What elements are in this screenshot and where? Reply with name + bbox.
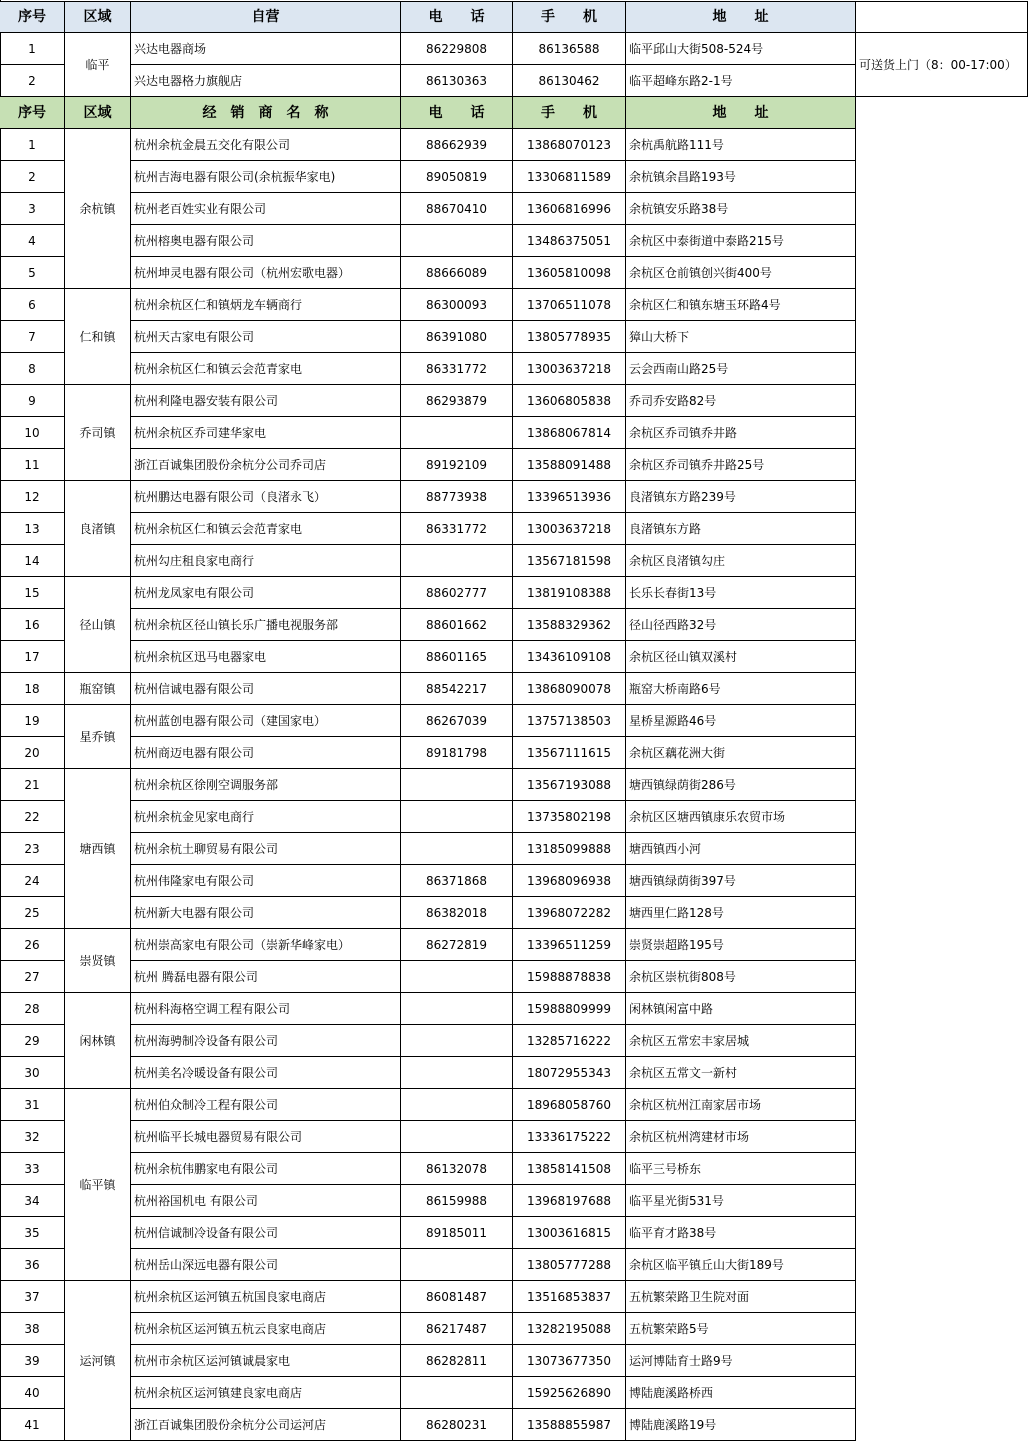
dealer-row-phone: 86371868: [401, 865, 513, 897]
self-row-mobile: 86136588: [513, 33, 626, 65]
dealer-row-name: 杭州海骋制冷设备有限公司: [131, 1025, 401, 1057]
dealer-row-address: 余杭区径山镇双溪村: [626, 641, 856, 673]
dealer-row-phone: [401, 1057, 513, 1089]
dealer-row-mobile: 13285716222: [513, 1025, 626, 1057]
dealer-region: 崇贤镇: [65, 929, 131, 993]
dealer-region: 塘西镇: [65, 769, 131, 929]
dealer-row-mobile: 13306811589: [513, 161, 626, 193]
dealer-row-address: 余杭镇余昌路193号: [626, 161, 856, 193]
dealer-row-name: 杭州鹏达电器有限公司（良渚永飞）: [131, 481, 401, 513]
dealer-row-mobile: 13436109108: [513, 641, 626, 673]
dealer-row-no: 7: [0, 321, 65, 353]
dealer-row-no: 6: [0, 289, 65, 321]
dealer-row-phone: [401, 801, 513, 833]
dealer-row-name: 杭州崇高家电有限公司（崇新华峰家电）: [131, 929, 401, 961]
dealer-row-address: 余杭禹航路111号: [626, 129, 856, 161]
dealer-row-name: 杭州天古家电有限公司: [131, 321, 401, 353]
dealer-row-phone: [401, 545, 513, 577]
dealer-row-no: 17: [0, 641, 65, 673]
dealer-row-mobile: 13968096938: [513, 865, 626, 897]
dealer-header-2: 区域: [65, 97, 131, 129]
self-row-no: 2: [0, 65, 65, 97]
dealer-row-name: 杭州余杭区仁和镇炳龙车辆商行: [131, 289, 401, 321]
dealer-row-address: 星桥星源路46号: [626, 705, 856, 737]
dealer-row-phone: [401, 417, 513, 449]
dealer-row-mobile: 13282195088: [513, 1313, 626, 1345]
dealer-row-no: 26: [0, 929, 65, 961]
dealer-header-3: 经 销 商 名 称: [131, 97, 401, 129]
dealer-row-address: 博陆鹿溪路19号: [626, 1409, 856, 1441]
dealer-row-name: 浙江百诚集团股份余杭分公司运河店: [131, 1409, 401, 1441]
self-header-1: 序号: [0, 1, 65, 33]
dealer-row-address: 獐山大桥下: [626, 321, 856, 353]
dealer-row-no: 2: [0, 161, 65, 193]
dealer-row-no: 8: [0, 353, 65, 385]
dealer-row-phone: 86272819: [401, 929, 513, 961]
dealer-row-mobile: 13805777288: [513, 1249, 626, 1281]
dealer-row-address: 径山径西路32号: [626, 609, 856, 641]
dealer-row-address: 余杭区杭州江南家居市场: [626, 1089, 856, 1121]
dealer-row-address: 余杭区乔司镇乔井路25号: [626, 449, 856, 481]
dealer-row-no: 15: [0, 577, 65, 609]
dealer-row-address: 临平三号桥东: [626, 1153, 856, 1185]
delivery-note: 可送货上门（8：00-17:00）: [856, 33, 1028, 97]
dealer-row-name: 杭州伯众制冷工程有限公司: [131, 1089, 401, 1121]
dealer-row-address: 瓶窑大桥南路6号: [626, 673, 856, 705]
dealer-row-no: 34: [0, 1185, 65, 1217]
dealer-row-mobile: 13486375051: [513, 225, 626, 257]
dealer-row-mobile: 13003616815: [513, 1217, 626, 1249]
dealer-row-address: 良渚镇东方路: [626, 513, 856, 545]
dealer-row-no: 32: [0, 1121, 65, 1153]
dealer-row-phone: [401, 1249, 513, 1281]
dealer-row-no: 19: [0, 705, 65, 737]
dealer-region: 良渚镇: [65, 481, 131, 577]
dealer-row-phone: 86282811: [401, 1345, 513, 1377]
self-row-phone: 86130363: [401, 65, 513, 97]
dealer-row-no: 39: [0, 1345, 65, 1377]
dealer-row-mobile: 13606816996: [513, 193, 626, 225]
dealer-row-name: 杭州余杭区运河镇建良家电商店: [131, 1377, 401, 1409]
dealer-row-phone: 88601165: [401, 641, 513, 673]
dealer-row-mobile: 13185099888: [513, 833, 626, 865]
dealer-row-no: 12: [0, 481, 65, 513]
dealer-row-phone: 86293879: [401, 385, 513, 417]
dealer-region: 星乔镇: [65, 705, 131, 769]
dealer-row-no: 16: [0, 609, 65, 641]
dealer-row-no: 30: [0, 1057, 65, 1089]
dealer-row-address: 长乐长春街13号: [626, 577, 856, 609]
dealer-row-phone: [401, 961, 513, 993]
dealer-row-no: 33: [0, 1153, 65, 1185]
dealer-row-phone: 88662939: [401, 129, 513, 161]
dealer-row-address: 运河博陆育士路9号: [626, 1345, 856, 1377]
dealer-row-name: 杭州科海格空调工程有限公司: [131, 993, 401, 1025]
dealer-header-4: 电 话: [401, 97, 513, 129]
dealer-row-name: 杭州伟隆家电有限公司: [131, 865, 401, 897]
dealer-row-name: 杭州老百姓实业有限公司: [131, 193, 401, 225]
dealer-row-no: 5: [0, 257, 65, 289]
dealer-row-address: 余杭区乔司镇乔井路: [626, 417, 856, 449]
dealer-row-address: 塘西里仁路128号: [626, 897, 856, 929]
dealer-row-mobile: 13868067814: [513, 417, 626, 449]
dealer-row-address: 闲林镇闲富中路: [626, 993, 856, 1025]
dealer-row-phone: 88602777: [401, 577, 513, 609]
self-row-address: 临平邱山大街508-524号: [626, 33, 856, 65]
dealer-row-no: 25: [0, 897, 65, 929]
dealer-row-phone: 89192109: [401, 449, 513, 481]
dealer-row-phone: [401, 1377, 513, 1409]
self-row-phone: 86229808: [401, 33, 513, 65]
dealer-row-name: 杭州余杭土聊贸易有限公司: [131, 833, 401, 865]
dealer-row-mobile: 13805778935: [513, 321, 626, 353]
dealer-row-phone: [401, 225, 513, 257]
dealer-row-phone: 86159988: [401, 1185, 513, 1217]
dealer-row-address: 余杭区五常文一新村: [626, 1057, 856, 1089]
dealer-row-name: 杭州余杭金晨五交化有限公司: [131, 129, 401, 161]
dealer-row-mobile: 13605810098: [513, 257, 626, 289]
dealer-header-6: 地 址: [626, 97, 856, 129]
dealer-header-5: 手 机: [513, 97, 626, 129]
dealer-row-no: 23: [0, 833, 65, 865]
dealer-row-no: 28: [0, 993, 65, 1025]
dealer-row-no: 27: [0, 961, 65, 993]
dealer-row-phone: 89185011: [401, 1217, 513, 1249]
dealer-row-name: 杭州 腾磊电器有限公司: [131, 961, 401, 993]
self-header-5: 手 机: [513, 1, 626, 33]
dealer-row-address: 云会西南山路25号: [626, 353, 856, 385]
dealer-row-no: 40: [0, 1377, 65, 1409]
dealer-row-name: 杭州龙凤家电有限公司: [131, 577, 401, 609]
dealer-row-address: 余杭区中泰街道中泰路215号: [626, 225, 856, 257]
self-region: 临平: [65, 33, 131, 97]
dealer-row-phone: 88670410: [401, 193, 513, 225]
self-row-address: 临平超峰东路2-1号: [626, 65, 856, 97]
dealer-row-no: 38: [0, 1313, 65, 1345]
dealer-row-name: 杭州余杭区徐刚空调服务部: [131, 769, 401, 801]
dealer-row-phone: 86267039: [401, 705, 513, 737]
dealer-row-name: 杭州余杭金见家电商行: [131, 801, 401, 833]
dealer-row-phone: 86300093: [401, 289, 513, 321]
dealer-row-mobile: 13606805838: [513, 385, 626, 417]
dealer-row-mobile: 13003637218: [513, 353, 626, 385]
dealer-row-phone: 86132078: [401, 1153, 513, 1185]
dealer-row-address: 余杭区仁和镇东塘玉环路4号: [626, 289, 856, 321]
dealer-row-no: 4: [0, 225, 65, 257]
dealer-row-phone: 86331772: [401, 353, 513, 385]
dealer-row-address: 博陆鹿溪路桥西: [626, 1377, 856, 1409]
dealer-row-name: 杭州美名冷暖设备有限公司: [131, 1057, 401, 1089]
dealer-row-name: 杭州余杭区乔司建华家电: [131, 417, 401, 449]
dealer-row-phone: 86217487: [401, 1313, 513, 1345]
dealer-row-address: 塘西镇西小河: [626, 833, 856, 865]
dealer-row-no: 22: [0, 801, 65, 833]
dealer-row-mobile: 18968058760: [513, 1089, 626, 1121]
dealer-row-no: 13: [0, 513, 65, 545]
dealer-row-mobile: 13868090078: [513, 673, 626, 705]
dealer-row-no: 9: [0, 385, 65, 417]
dealer-header-1: 序号: [0, 97, 65, 129]
dealer-row-name: 杭州市余杭区运河镇诚晨家电: [131, 1345, 401, 1377]
dealer-row-phone: [401, 1089, 513, 1121]
dealer-row-mobile: 13968072282: [513, 897, 626, 929]
dealer-row-no: 41: [0, 1409, 65, 1441]
dealer-row-name: 杭州余杭区运河镇五杭云良家电商店: [131, 1313, 401, 1345]
dealer-row-mobile: 13336175222: [513, 1121, 626, 1153]
self-row-no: 1: [0, 33, 65, 65]
dealer-region: 乔司镇: [65, 385, 131, 481]
dealer-row-phone: [401, 993, 513, 1025]
self-row-name: 兴达电器格力旗舰店: [131, 65, 401, 97]
dealer-row-phone: 86331772: [401, 513, 513, 545]
dealer-row-address: 临平星光街531号: [626, 1185, 856, 1217]
dealer-row-mobile: 13968197688: [513, 1185, 626, 1217]
dealer-row-name: 杭州蓝创电器有限公司（建国家电）: [131, 705, 401, 737]
dealer-row-address: 良渚镇东方路239号: [626, 481, 856, 513]
dealer-row-mobile: 13396511259: [513, 929, 626, 961]
dealer-row-phone: 86382018: [401, 897, 513, 929]
self-header-4: 电 话: [401, 1, 513, 33]
dealer-row-name: 杭州余杭区仁和镇云会范青家电: [131, 513, 401, 545]
dealer-row-name: 杭州信诚制冷设备有限公司: [131, 1217, 401, 1249]
dealer-row-no: 10: [0, 417, 65, 449]
dealer-row-name: 杭州坤灵电器有限公司（杭州宏歌电器）: [131, 257, 401, 289]
dealer-row-name: 杭州余杭区运河镇五杭国良家电商店: [131, 1281, 401, 1313]
dealer-row-phone: 86280231: [401, 1409, 513, 1441]
dealer-row-name: 杭州岳山深远电器有限公司: [131, 1249, 401, 1281]
dealer-row-mobile: 13757138503: [513, 705, 626, 737]
dealer-row-name: 杭州商迈电器有限公司: [131, 737, 401, 769]
dealer-row-no: 14: [0, 545, 65, 577]
dealer-row-address: 五杭繁荣路卫生院对面: [626, 1281, 856, 1313]
dealer-row-phone: [401, 1025, 513, 1057]
dealer-row-mobile: 15925626890: [513, 1377, 626, 1409]
dealer-row-mobile: 13567111615: [513, 737, 626, 769]
dealer-row-phone: 88601662: [401, 609, 513, 641]
dealer-row-address: 余杭区五常宏丰家居城: [626, 1025, 856, 1057]
dealer-row-phone: 88666089: [401, 257, 513, 289]
dealer-row-name: 杭州余杭区径山镇长乐广播电视服务部: [131, 609, 401, 641]
dealer-row-no: 18: [0, 673, 65, 705]
dealer-row-name: 杭州新大电器有限公司: [131, 897, 401, 929]
dealer-row-address: 余杭区临平镇丘山大街189号: [626, 1249, 856, 1281]
dealer-row-address: 余杭区崇杭街808号: [626, 961, 856, 993]
dealer-row-address: 塘西镇绿荫街397号: [626, 865, 856, 897]
dealer-row-no: 20: [0, 737, 65, 769]
dealer-row-no: 21: [0, 769, 65, 801]
dealer-row-address: 乔司乔安路82号: [626, 385, 856, 417]
dealer-row-name: 杭州余杭区迅马电器家电: [131, 641, 401, 673]
dealer-region: 临平镇: [65, 1089, 131, 1281]
dealer-row-phone: [401, 769, 513, 801]
dealer-row-address: 余杭区良渚镇勾庄: [626, 545, 856, 577]
dealer-row-mobile: 13396513936: [513, 481, 626, 513]
dealer-row-address: 崇贤崇超路195号: [626, 929, 856, 961]
dealer-row-mobile: 13588855987: [513, 1409, 626, 1441]
self-row-mobile: 86130462: [513, 65, 626, 97]
dealer-row-name: 杭州吉海电器有限公司(余杭振华家电): [131, 161, 401, 193]
dealer-row-no: 35: [0, 1217, 65, 1249]
dealer-row-mobile: 18072955343: [513, 1057, 626, 1089]
dealer-row-mobile: 15988878838: [513, 961, 626, 993]
self-header-3: 自营: [131, 1, 401, 33]
dealer-row-mobile: 13567193088: [513, 769, 626, 801]
dealer-row-mobile: 13706511078: [513, 289, 626, 321]
dealer-row-address: 余杭区藕花洲大街: [626, 737, 856, 769]
dealer-region: 径山镇: [65, 577, 131, 673]
dealer-row-phone: 88542217: [401, 673, 513, 705]
dealer-row-mobile: 13858141508: [513, 1153, 626, 1185]
dealer-row-address: 塘西镇绿荫街286号: [626, 769, 856, 801]
dealer-row-mobile: 13735802198: [513, 801, 626, 833]
note-header-blank: [856, 1, 1028, 33]
dealer-row-name: 杭州榕奥电器有限公司: [131, 225, 401, 257]
dealer-row-name: 杭州裕国机电 有限公司: [131, 1185, 401, 1217]
dealer-row-phone: 86391080: [401, 321, 513, 353]
dealer-row-mobile: 13003637218: [513, 513, 626, 545]
dealer-row-phone: 86081487: [401, 1281, 513, 1313]
dealer-row-address: 余杭区仓前镇创兴街400号: [626, 257, 856, 289]
dealer-row-no: 31: [0, 1089, 65, 1121]
dealer-region: 瓶窑镇: [65, 673, 131, 705]
dealer-row-address: 余杭区区塘西镇康乐农贸市场: [626, 801, 856, 833]
dealer-region: 闲林镇: [65, 993, 131, 1089]
dealer-row-mobile: 13073677350: [513, 1345, 626, 1377]
dealer-row-address: 余杭镇安乐路38号: [626, 193, 856, 225]
dealer-row-address: 临平育才路38号: [626, 1217, 856, 1249]
dealer-row-phone: 89050819: [401, 161, 513, 193]
dealer-row-name: 杭州利隆电器安装有限公司: [131, 385, 401, 417]
dealer-row-phone: 88773938: [401, 481, 513, 513]
dealer-row-mobile: 15988809999: [513, 993, 626, 1025]
dealer-row-address: 五杭繁荣路5号: [626, 1313, 856, 1345]
dealer-region: 仁和镇: [65, 289, 131, 385]
dealer-row-name: 杭州余杭区仁和镇云会范青家电: [131, 353, 401, 385]
dealer-region: 余杭镇: [65, 129, 131, 289]
dealer-row-no: 36: [0, 1249, 65, 1281]
self-header-6: 地 址: [626, 1, 856, 33]
dealer-row-phone: 89181798: [401, 737, 513, 769]
dealer-row-mobile: 13516853837: [513, 1281, 626, 1313]
dealer-row-mobile: 13819108388: [513, 577, 626, 609]
dealer-row-mobile: 13567181598: [513, 545, 626, 577]
dealer-row-no: 24: [0, 865, 65, 897]
dealer-row-no: 11: [0, 449, 65, 481]
dealer-row-name: 杭州临平长城电器贸易有限公司: [131, 1121, 401, 1153]
dealer-row-phone: [401, 1121, 513, 1153]
dealer-row-mobile: 13588329362: [513, 609, 626, 641]
dealer-row-no: 3: [0, 193, 65, 225]
dealer-row-name: 杭州余杭伟鹏家电有限公司: [131, 1153, 401, 1185]
dealer-row-no: 1: [0, 129, 65, 161]
self-header-2: 区域: [65, 1, 131, 33]
dealer-row-no: 29: [0, 1025, 65, 1057]
dealer-row-mobile: 13868070123: [513, 129, 626, 161]
dealer-row-mobile: 13588091488: [513, 449, 626, 481]
dealer-region: 运河镇: [65, 1281, 131, 1441]
dealer-row-phone: [401, 833, 513, 865]
dealer-row-name: 杭州勾庄租良家电商行: [131, 545, 401, 577]
self-row-name: 兴达电器商场: [131, 33, 401, 65]
dealer-row-no: 37: [0, 1281, 65, 1313]
dealer-row-name: 杭州信诚电器有限公司: [131, 673, 401, 705]
dealer-row-name: 浙江百诚集团股份余杭分公司乔司店: [131, 449, 401, 481]
dealer-row-address: 余杭区杭州湾建材市场: [626, 1121, 856, 1153]
